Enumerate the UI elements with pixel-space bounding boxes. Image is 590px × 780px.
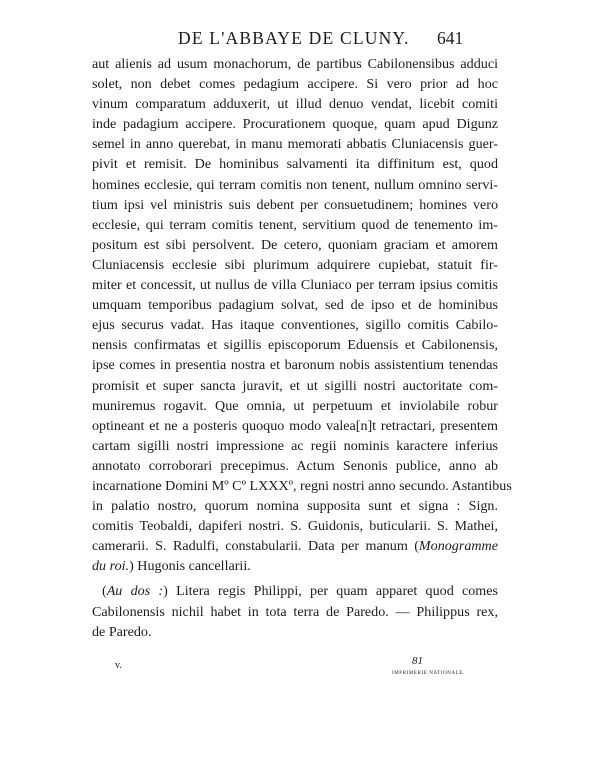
- text-line: in palatio nostro, quorum nomina supposita sunt et signa : Sign.: [92, 498, 498, 515]
- endorsement-line: (Au dos :) Litera regis Philippi, per quam apparet quod comes: [102, 583, 498, 600]
- text-line: Cluniacensis ecclesie sibi plurimum adquirere cupiebat, statuit fir-: [92, 256, 498, 273]
- text-line: homines ecclesie, qui terram comitis non tenent, nullum omnino servi-: [92, 176, 498, 193]
- text-line: muniremus rogavit. Que omnia, ut perpetuum et inviolabile robur: [92, 397, 498, 414]
- signature-mark: 81: [412, 655, 423, 667]
- text-line: incarnatione Domini Mº Cº LXXXº, regni nostri anno secundo. Astantibus: [92, 477, 512, 494]
- text-line: solet, non debet comes pedagium accipere. Si vero prior ad hoc: [92, 76, 498, 93]
- text-line: tium ipsi vel ministris suis debent per consuetudinem; homines vero: [92, 196, 498, 213]
- text-line: du roi.) Hugonis cancellarii.: [92, 558, 251, 575]
- text-line: vinum comparatum adduxerit, ut illud denuo vendat, licebit comiti: [92, 96, 498, 113]
- printer-line: IMPRIMERIE NATIONALE.: [392, 671, 465, 676]
- endorsement-line: Cabilonensis nichil habet in tota terra de Paredo. — Philippus rex,: [92, 603, 498, 620]
- text-line: comitis Teobaldi, dapiferi nostri. S. Guidonis, buticularii. S. Mathei,: [92, 518, 498, 535]
- running-header: [0, 28, 590, 52]
- text-line: ejus securus vadat. Has itaque conventiones, sigillo comitis Cabilo-: [92, 317, 498, 334]
- volume-mark: v.: [115, 660, 122, 671]
- text-line: annotato corroborari precepimus. Actum Senonis publice, anno ab: [92, 457, 498, 474]
- text-line: optineant et ne a posteris quoquo modo valea[n]t retractari, presentem: [92, 417, 498, 434]
- text-line: ecclesie, qui terram comitis tenent, servitium quod de tenemento im-: [92, 216, 498, 233]
- text-line: semel in anno querebat, in manu memorati abbatis Cluniacensis guer-: [92, 136, 498, 153]
- text-line: promisit et super sancta juravit, et ut sigilli nostri auctoritate com-: [92, 377, 498, 394]
- text-line: camerarii. S. Radulfi, constabularii. Data per manum (Monogramme: [92, 538, 498, 555]
- text-line: inde padagium accipere. Procurationem quoque, quam apud Digunz: [92, 116, 498, 133]
- text-line: pivit et remisit. De hominibus salvamenti ita diffinitum est, quod: [92, 156, 498, 173]
- endorsement-line: de Paredo.: [92, 623, 152, 640]
- charter-text: [92, 54, 512, 642]
- running-title: DE L'ABBAYE DE CLUNY.: [178, 28, 410, 48]
- text-line: positum est sibi persolvent. De cetero, quoniam graciam et amorem: [92, 236, 498, 253]
- text-line: cartam sigilli nostri impressione ac regii nominis karactere inferius: [92, 437, 498, 454]
- text-line: aut alienis ad usum monachorum, de partibus Cabilonensibus adduci: [92, 56, 498, 72]
- page-number: 641: [437, 28, 464, 48]
- text-line: nensis confirmatas et sigillis episcoporum Eduensis et Cabilonensis,: [92, 337, 498, 354]
- text-line: ipse comes in presentia nostra et baronum nobis assistentium tenendas: [92, 357, 498, 374]
- text-line: umquam temporibus padagium solvat, sed de ipso et de hominibus: [92, 297, 498, 314]
- text-line: miter et concessit, ut nullus de villa Cluniaco per terram ipsius comitis: [92, 277, 498, 294]
